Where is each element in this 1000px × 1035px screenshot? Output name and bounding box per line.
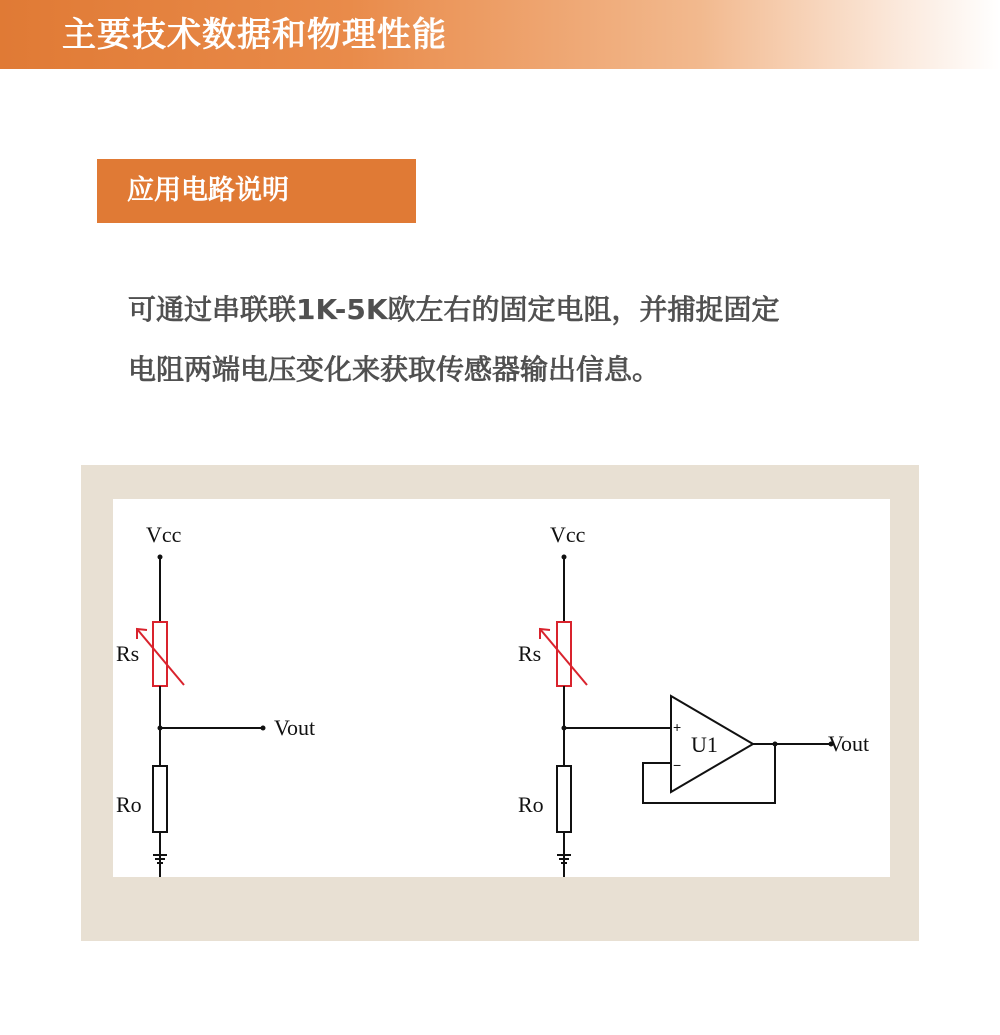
left-vcc-label: Vcc (146, 522, 182, 547)
left-rs-resistor (153, 622, 167, 686)
right-rs-resistor (557, 622, 571, 686)
right-opamp-label: U1 (691, 732, 718, 757)
circuit-figure-frame (81, 465, 919, 941)
left-vout-label: Vout (274, 715, 316, 740)
right-rs-arrow (540, 629, 587, 685)
left-circuit (137, 555, 266, 878)
circuit-diagram (113, 499, 890, 877)
right-vcc-label: Vcc (550, 522, 586, 547)
page-title: 主要技术数据和物理性能 (62, 15, 447, 55)
left-ro-label: Ro (116, 792, 142, 817)
left-rs-arrow (137, 629, 184, 685)
description-text (128, 280, 928, 400)
circuit-figure (113, 499, 890, 877)
right-rs-label: Rs (518, 641, 542, 666)
header-banner (0, 0, 1000, 69)
right-opamp-minus: − (673, 757, 682, 773)
left-rs-label: Rs (116, 641, 140, 666)
right-ro-label: Ro (518, 792, 544, 817)
section-title: 应用电路说明 (127, 175, 289, 206)
description-line-2: 电阻两端电压变化来获取传感器输出信息。 (128, 353, 661, 386)
description-line-1: 可通过串联联1K-5K欧左右的固定电阻，并捕捉固定 (128, 293, 780, 326)
left-ro-resistor (153, 766, 167, 832)
left-vout-node (261, 726, 266, 731)
right-circuit (540, 555, 834, 878)
right-vout-label: Vout (828, 731, 870, 756)
section-tag (97, 159, 416, 223)
right-ro-resistor (557, 766, 571, 832)
right-opamp-plus: + (673, 719, 682, 735)
